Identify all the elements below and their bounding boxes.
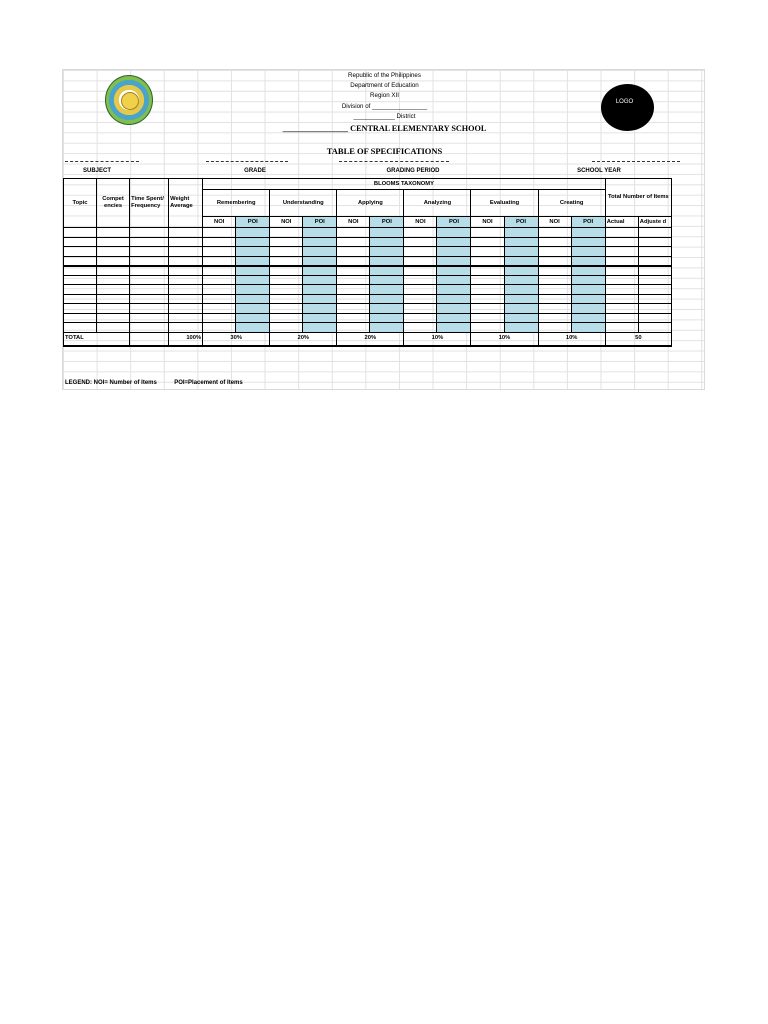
table-cell[interactable] bbox=[169, 275, 203, 285]
table-cell[interactable] bbox=[270, 323, 303, 333]
table-cell[interactable] bbox=[638, 313, 671, 323]
table-row bbox=[64, 313, 672, 323]
col-competencies: Compet encies bbox=[97, 179, 130, 228]
header-republic: Republic of the Philippines bbox=[348, 72, 421, 79]
legend-poi: POI=Placement of Items bbox=[174, 380, 243, 386]
table-cell[interactable] bbox=[370, 323, 404, 333]
table-cell[interactable] bbox=[270, 228, 303, 238]
table-cell[interactable] bbox=[404, 323, 437, 333]
table-cell[interactable] bbox=[337, 294, 370, 304]
table-row bbox=[64, 247, 672, 257]
adjusted-header: Adjuste d bbox=[638, 217, 671, 228]
table-cell[interactable] bbox=[303, 228, 337, 238]
table-cell[interactable] bbox=[370, 266, 404, 276]
poi-header: POI bbox=[303, 217, 337, 228]
table-cell[interactable] bbox=[437, 237, 471, 247]
table-cell[interactable] bbox=[303, 285, 337, 295]
table-cell[interactable] bbox=[370, 275, 404, 285]
table-cell[interactable] bbox=[97, 323, 130, 333]
table-cell[interactable] bbox=[571, 256, 605, 266]
table-cell[interactable] bbox=[203, 323, 236, 333]
table-cell[interactable] bbox=[270, 237, 303, 247]
table-cell[interactable] bbox=[437, 228, 471, 238]
table-cell[interactable] bbox=[538, 228, 571, 238]
total-weight: 100% bbox=[169, 332, 203, 346]
school-year-label: SCHOOL YEAR bbox=[577, 168, 621, 174]
table-cell[interactable] bbox=[203, 256, 236, 266]
table-cell[interactable] bbox=[270, 266, 303, 276]
table-cell[interactable] bbox=[97, 275, 130, 285]
table-cell[interactable] bbox=[97, 256, 130, 266]
noi-header: NOI bbox=[404, 217, 437, 228]
table-cell[interactable] bbox=[504, 304, 538, 314]
table-cell[interactable] bbox=[337, 304, 370, 314]
table-cell[interactable] bbox=[571, 247, 605, 257]
table-cell[interactable] bbox=[471, 304, 504, 314]
table-cell[interactable] bbox=[337, 275, 370, 285]
table-cell[interactable] bbox=[236, 237, 270, 247]
page-title: TABLE OF SPECIFICATIONS bbox=[326, 146, 443, 156]
table-cell[interactable] bbox=[471, 237, 504, 247]
table-cell[interactable] bbox=[169, 294, 203, 304]
total-analyzing: 10% bbox=[404, 332, 471, 346]
table-cell[interactable] bbox=[337, 266, 370, 276]
total-applying: 20% bbox=[337, 332, 404, 346]
legend bbox=[65, 380, 243, 386]
total-label: TOTAL bbox=[64, 332, 130, 346]
poi-header: POI bbox=[370, 217, 404, 228]
noi-header: NOI bbox=[538, 217, 571, 228]
table-cell[interactable] bbox=[437, 323, 471, 333]
table-cell[interactable] bbox=[169, 256, 203, 266]
table-cell[interactable] bbox=[169, 237, 203, 247]
table-cell[interactable] bbox=[538, 294, 571, 304]
table-cell[interactable] bbox=[404, 275, 437, 285]
table-cell[interactable] bbox=[64, 313, 97, 323]
noi-header: NOI bbox=[471, 217, 504, 228]
table-cell[interactable] bbox=[571, 285, 605, 295]
table-cell[interactable] bbox=[203, 294, 236, 304]
table-cell[interactable] bbox=[404, 294, 437, 304]
table-cell[interactable] bbox=[337, 323, 370, 333]
table-cell[interactable] bbox=[605, 256, 638, 266]
table-row bbox=[64, 323, 672, 333]
table-cell[interactable] bbox=[337, 313, 370, 323]
table-cell[interactable] bbox=[571, 275, 605, 285]
table-cell[interactable] bbox=[638, 247, 671, 257]
table-cell[interactable] bbox=[404, 237, 437, 247]
grade-line bbox=[206, 161, 288, 162]
table-cell[interactable] bbox=[638, 294, 671, 304]
table-cell[interactable] bbox=[571, 237, 605, 247]
table-cell[interactable] bbox=[203, 266, 236, 276]
table-cell[interactable] bbox=[571, 228, 605, 238]
table-cell[interactable] bbox=[538, 323, 571, 333]
table-cell[interactable] bbox=[605, 275, 638, 285]
table-cell[interactable] bbox=[471, 228, 504, 238]
table-cell[interactable] bbox=[437, 313, 471, 323]
table-cell[interactable] bbox=[130, 285, 169, 295]
table-row bbox=[64, 304, 672, 314]
table-cell[interactable] bbox=[203, 228, 236, 238]
table-cell[interactable] bbox=[370, 313, 404, 323]
table-cell[interactable] bbox=[504, 294, 538, 304]
poi-header: POI bbox=[236, 217, 270, 228]
table-cell[interactable] bbox=[203, 237, 236, 247]
table-cell[interactable] bbox=[504, 285, 538, 295]
table-row bbox=[64, 266, 672, 276]
table-row bbox=[64, 237, 672, 247]
table-cell[interactable] bbox=[605, 247, 638, 257]
col-weight-average: Weight Average bbox=[169, 179, 203, 228]
table-cell[interactable] bbox=[437, 285, 471, 295]
table-cell[interactable] bbox=[303, 237, 337, 247]
table-cell[interactable] bbox=[605, 285, 638, 295]
table-cell[interactable] bbox=[504, 237, 538, 247]
table-cell[interactable] bbox=[538, 275, 571, 285]
header-division: Division of ________________ bbox=[341, 103, 428, 110]
table-cell[interactable] bbox=[437, 275, 471, 285]
table-cell[interactable] bbox=[471, 266, 504, 276]
header-district: ____________ District bbox=[353, 113, 416, 120]
table-cell[interactable] bbox=[471, 313, 504, 323]
table-cell[interactable] bbox=[169, 313, 203, 323]
table-cell[interactable] bbox=[370, 237, 404, 247]
poi-header: POI bbox=[504, 217, 538, 228]
grade-label: GRADE bbox=[244, 168, 266, 174]
table-cell[interactable] bbox=[270, 294, 303, 304]
table-cell[interactable] bbox=[236, 228, 270, 238]
table-cell[interactable] bbox=[236, 275, 270, 285]
table-cell[interactable] bbox=[471, 275, 504, 285]
table-cell[interactable] bbox=[504, 275, 538, 285]
table-cell[interactable] bbox=[203, 285, 236, 295]
table-cell[interactable] bbox=[638, 228, 671, 238]
table-cell[interactable] bbox=[504, 266, 538, 276]
table-cell[interactable] bbox=[605, 304, 638, 314]
grading-period-line bbox=[339, 161, 449, 162]
table-cell[interactable] bbox=[404, 285, 437, 295]
table-cell[interactable] bbox=[97, 294, 130, 304]
table-cell[interactable] bbox=[236, 285, 270, 295]
table-cell[interactable] bbox=[437, 294, 471, 304]
table-cell[interactable] bbox=[404, 228, 437, 238]
actual-header: Actual bbox=[605, 217, 638, 228]
table-cell[interactable] bbox=[97, 228, 130, 238]
total-understanding: 20% bbox=[270, 332, 337, 346]
table-cell[interactable] bbox=[538, 313, 571, 323]
table-cell[interactable] bbox=[437, 266, 471, 276]
table-cell[interactable] bbox=[337, 285, 370, 295]
table-cell[interactable] bbox=[64, 256, 97, 266]
table-cell[interactable] bbox=[270, 285, 303, 295]
table-cell[interactable] bbox=[270, 304, 303, 314]
table-cell[interactable] bbox=[303, 247, 337, 257]
poi-header: POI bbox=[437, 217, 471, 228]
table-cell[interactable] bbox=[538, 256, 571, 266]
table-cell[interactable] bbox=[471, 323, 504, 333]
table-cell[interactable] bbox=[203, 247, 236, 257]
school-year-line bbox=[592, 161, 680, 162]
table-cell[interactable] bbox=[605, 237, 638, 247]
col-time-spent: Time Spent/ Frequency bbox=[130, 179, 169, 228]
table-cell[interactable] bbox=[130, 247, 169, 257]
table-cell[interactable] bbox=[270, 313, 303, 323]
table-cell[interactable] bbox=[571, 313, 605, 323]
table-cell[interactable] bbox=[236, 247, 270, 257]
subject-label: SUBJECT bbox=[82, 168, 112, 174]
table-cell[interactable] bbox=[97, 304, 130, 314]
table-row bbox=[64, 275, 672, 285]
table-cell[interactable] bbox=[236, 266, 270, 276]
total-items-value: 50 bbox=[605, 332, 671, 346]
table-cell[interactable] bbox=[337, 228, 370, 238]
table-cell[interactable] bbox=[97, 285, 130, 295]
table-cell[interactable] bbox=[169, 228, 203, 238]
table-cell[interactable] bbox=[504, 247, 538, 257]
table-cell[interactable] bbox=[370, 247, 404, 257]
table-cell[interactable] bbox=[64, 285, 97, 295]
table-cell[interactable] bbox=[638, 275, 671, 285]
total-remembering: 30% bbox=[203, 332, 270, 346]
table-cell[interactable] bbox=[337, 247, 370, 257]
table-cell[interactable] bbox=[471, 247, 504, 257]
col-total-items: Total Number of Items bbox=[605, 179, 671, 217]
table-cell[interactable] bbox=[169, 266, 203, 276]
table-cell[interactable] bbox=[638, 266, 671, 276]
table-cell[interactable] bbox=[64, 275, 97, 285]
table-cell[interactable] bbox=[638, 323, 671, 333]
table-cell[interactable] bbox=[64, 237, 97, 247]
level-applying: Applying bbox=[337, 190, 404, 217]
table-cell[interactable] bbox=[236, 323, 270, 333]
table-cell[interactable] bbox=[504, 323, 538, 333]
noi-header: NOI bbox=[337, 217, 370, 228]
table-cell[interactable] bbox=[64, 266, 97, 276]
table-cell[interactable] bbox=[130, 237, 169, 247]
table-cell[interactable] bbox=[130, 304, 169, 314]
table-cell[interactable] bbox=[538, 247, 571, 257]
table-cell[interactable] bbox=[538, 285, 571, 295]
table-cell[interactable] bbox=[303, 323, 337, 333]
table-cell[interactable] bbox=[571, 266, 605, 276]
table-cell[interactable] bbox=[638, 256, 671, 266]
noi-header: NOI bbox=[203, 217, 236, 228]
table-cell[interactable] bbox=[571, 304, 605, 314]
table-cell[interactable] bbox=[303, 256, 337, 266]
table-cell[interactable] bbox=[236, 294, 270, 304]
col-topic: Topic bbox=[64, 179, 97, 228]
table-cell[interactable] bbox=[130, 256, 169, 266]
table-cell[interactable] bbox=[130, 275, 169, 285]
table-cell[interactable] bbox=[471, 285, 504, 295]
table-row bbox=[64, 256, 672, 266]
total-evaluating: 10% bbox=[471, 332, 538, 346]
table-cell[interactable] bbox=[203, 275, 236, 285]
table-cell[interactable] bbox=[64, 247, 97, 257]
table-cell[interactable] bbox=[370, 294, 404, 304]
table-cell[interactable] bbox=[303, 294, 337, 304]
table-cell[interactable] bbox=[370, 304, 404, 314]
table-cell[interactable] bbox=[303, 266, 337, 276]
table-cell[interactable] bbox=[169, 304, 203, 314]
total-creating: 10% bbox=[538, 332, 605, 346]
table-cell[interactable] bbox=[64, 294, 97, 304]
table-cell[interactable] bbox=[370, 285, 404, 295]
level-understanding: Understanding bbox=[270, 190, 337, 217]
table-cell[interactable] bbox=[504, 228, 538, 238]
table-cell[interactable] bbox=[404, 304, 437, 314]
table-cell[interactable] bbox=[303, 313, 337, 323]
table-cell[interactable] bbox=[130, 266, 169, 276]
school-name: ________________ CENTRAL ELEMENTARY SCHOOL bbox=[282, 124, 487, 133]
table-cell[interactable] bbox=[203, 304, 236, 314]
table-cell[interactable] bbox=[130, 294, 169, 304]
table-cell[interactable] bbox=[437, 247, 471, 257]
noi-header: NOI bbox=[270, 217, 303, 228]
level-creating: Creating bbox=[538, 190, 605, 217]
table-cell[interactable] bbox=[236, 304, 270, 314]
table-cell[interactable] bbox=[538, 304, 571, 314]
table-cell[interactable] bbox=[64, 228, 97, 238]
table-cell[interactable] bbox=[64, 323, 97, 333]
legend-noi: LEGEND: NOI= Number of Items bbox=[65, 380, 157, 386]
table-cell[interactable] bbox=[97, 237, 130, 247]
table-cell[interactable] bbox=[97, 313, 130, 323]
poi-header: POI bbox=[571, 217, 605, 228]
table-cell[interactable] bbox=[236, 256, 270, 266]
table-cell[interactable] bbox=[571, 294, 605, 304]
table-cell[interactable] bbox=[337, 256, 370, 266]
table-cell[interactable] bbox=[270, 247, 303, 257]
logo-text: LOGO bbox=[615, 98, 634, 105]
table-cell[interactable] bbox=[303, 304, 337, 314]
subject-line bbox=[65, 161, 139, 162]
table-cell[interactable] bbox=[605, 294, 638, 304]
table-cell[interactable] bbox=[504, 256, 538, 266]
table-cell[interactable] bbox=[638, 285, 671, 295]
table-cell[interactable] bbox=[404, 313, 437, 323]
header-department: Department of Education bbox=[350, 82, 419, 89]
table-cell[interactable] bbox=[64, 304, 97, 314]
table-cell[interactable] bbox=[303, 275, 337, 285]
table-cell[interactable] bbox=[504, 313, 538, 323]
level-analyzing: Analyzing bbox=[404, 190, 471, 217]
table-cell[interactable] bbox=[571, 323, 605, 333]
table-cell[interactable] bbox=[404, 256, 437, 266]
table-cell[interactable] bbox=[404, 266, 437, 276]
table-cell bbox=[130, 332, 169, 346]
level-evaluating: Evaluating bbox=[471, 190, 538, 217]
table-cell[interactable] bbox=[471, 294, 504, 304]
table-cell[interactable] bbox=[130, 323, 169, 333]
table-row bbox=[64, 294, 672, 304]
table-cell[interactable] bbox=[337, 237, 370, 247]
table-cell[interactable] bbox=[236, 313, 270, 323]
table-cell[interactable] bbox=[370, 256, 404, 266]
table-cell[interactable] bbox=[638, 304, 671, 314]
table-cell[interactable] bbox=[605, 323, 638, 333]
table-cell[interactable] bbox=[605, 313, 638, 323]
table-cell[interactable] bbox=[169, 285, 203, 295]
level-remembering: Remembering bbox=[203, 190, 270, 217]
table-cell[interactable] bbox=[605, 266, 638, 276]
table-cell[interactable] bbox=[605, 228, 638, 238]
specifications-table bbox=[63, 178, 672, 347]
spreadsheet-sheet bbox=[62, 69, 705, 390]
table-row bbox=[64, 285, 672, 295]
table-cell[interactable] bbox=[169, 323, 203, 333]
table-row bbox=[64, 228, 672, 238]
table-cell[interactable] bbox=[538, 237, 571, 247]
table-cell[interactable] bbox=[638, 237, 671, 247]
table-cell[interactable] bbox=[130, 228, 169, 238]
table-cell[interactable] bbox=[169, 247, 203, 257]
table-cell[interactable] bbox=[404, 247, 437, 257]
table-cell[interactable] bbox=[437, 256, 471, 266]
header-region: Region XII bbox=[370, 92, 399, 99]
table-cell[interactable] bbox=[270, 275, 303, 285]
table-cell[interactable] bbox=[538, 266, 571, 276]
table-cell[interactable] bbox=[370, 228, 404, 238]
grading-period-label: GRADING PERIOD bbox=[386, 168, 440, 174]
table-cell[interactable] bbox=[270, 256, 303, 266]
table-cell[interactable] bbox=[130, 313, 169, 323]
table-cell[interactable] bbox=[437, 304, 471, 314]
table-cell[interactable] bbox=[97, 266, 130, 276]
table-cell[interactable] bbox=[97, 247, 130, 257]
table-cell[interactable] bbox=[471, 256, 504, 266]
col-blooms-taxonomy: BLOOMS TAXONOMY bbox=[203, 179, 606, 190]
table-cell[interactable] bbox=[203, 313, 236, 323]
